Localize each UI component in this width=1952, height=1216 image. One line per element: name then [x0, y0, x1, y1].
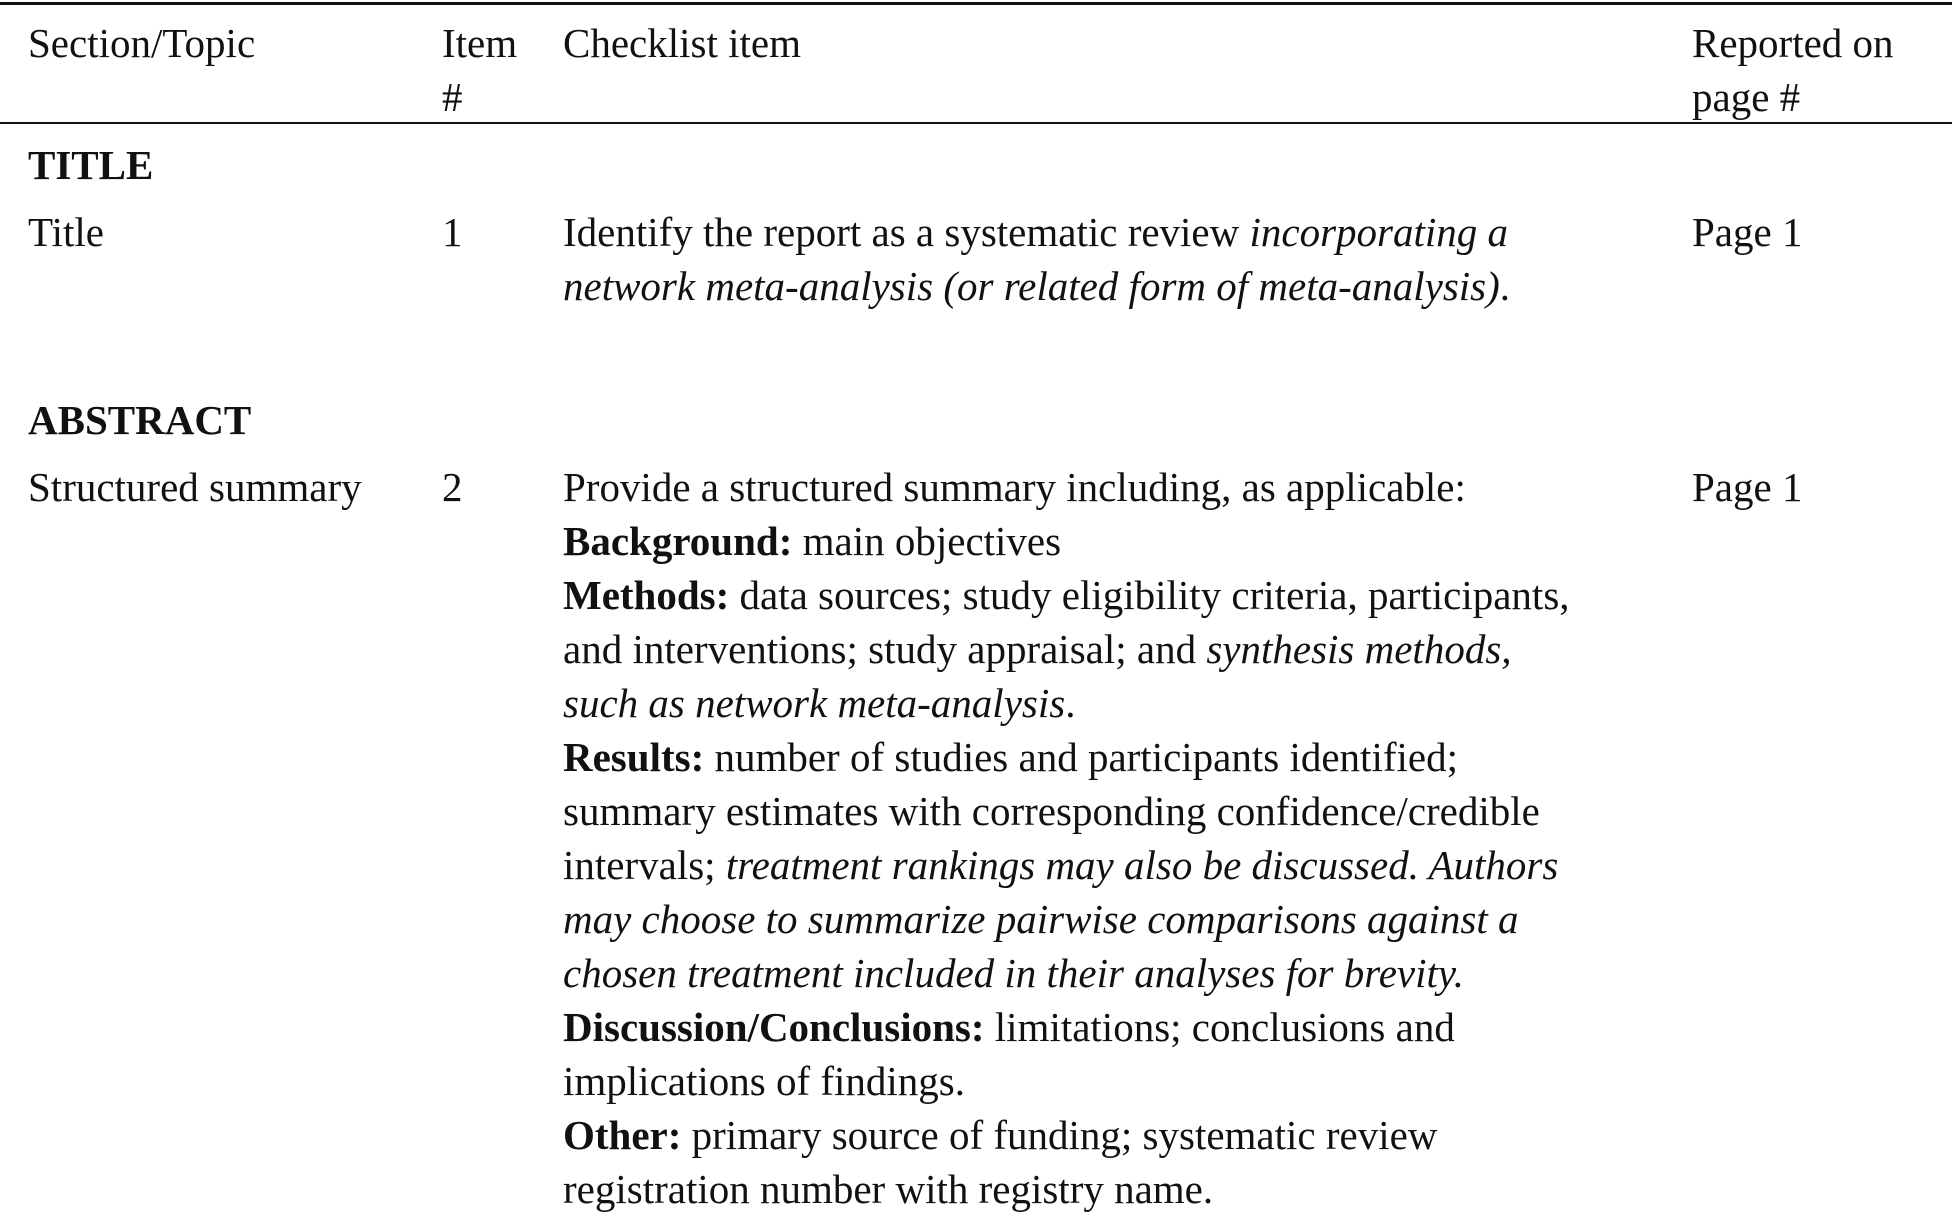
checklist-line: may choose to summarize pairwise comparisons against a — [563, 896, 1519, 942]
column-header-reported-on-page — [1692, 16, 1894, 124]
checklist-line: Provide a structured summary including, as applicable: — [563, 464, 1466, 510]
checklist-line: summary estimates with corresponding confidence/credible — [563, 788, 1540, 834]
section-heading-title: TITLE — [28, 142, 154, 188]
header-bottom-rule — [0, 122, 1952, 124]
checklist-line: such as network meta-analysis. — [563, 680, 1076, 726]
row-page-structured-summary: Page 1 — [1692, 464, 1803, 510]
column-header-reported-line1: Reported on — [1692, 20, 1894, 66]
checklist-line: chosen treatment included in their analyses for brevity. — [563, 950, 1465, 996]
column-header-checklist-item: Checklist item — [563, 20, 801, 66]
checklist-line: and interventions; study appraisal; and synthesis methods, — [563, 626, 1512, 672]
checklist-line: network meta-analysis (or related form of meta-analysis). — [563, 263, 1511, 309]
checklist-line: Discussion/Conclusions: limitations; conclusions and — [563, 1004, 1455, 1050]
row-item-number-1: 1 — [442, 209, 463, 255]
checklist-line: intervals; treatment rankings may also be discussed. Authors — [563, 842, 1559, 888]
checklist-line: Results: number of studies and participants identified; — [563, 734, 1458, 780]
checklist-line: Other: primary source of funding; systematic review — [563, 1112, 1438, 1158]
row-topic-structured-summary: Structured summary — [28, 464, 362, 510]
column-header-item-line2: # — [442, 74, 463, 120]
row-page-title: Page 1 — [1692, 209, 1803, 255]
row-checklist-text-title — [563, 205, 1510, 313]
checklist-line: implications of findings. — [563, 1058, 965, 1104]
table-top-rule — [0, 2, 1952, 5]
row-item-number-2: 2 — [442, 464, 463, 510]
checklist-line: Methods: data sources; study eligibility criteria, participants, — [563, 572, 1570, 618]
column-header-section-topic: Section/Topic — [28, 20, 256, 66]
checklist-line: registration number with registry name. — [563, 1166, 1214, 1212]
column-header-item — [442, 16, 517, 124]
column-header-item-line1: Item — [442, 20, 518, 66]
section-heading-abstract: ABSTRACT — [28, 397, 252, 443]
checklist-line: Identify the report as a systematic review incorporating a — [563, 209, 1509, 255]
checklist-line: Background: main objectives — [563, 518, 1062, 564]
row-topic-title: Title — [28, 209, 104, 255]
column-header-reported-line2: page # — [1692, 74, 1801, 120]
row-checklist-text-structured-summary — [563, 460, 1570, 1216]
